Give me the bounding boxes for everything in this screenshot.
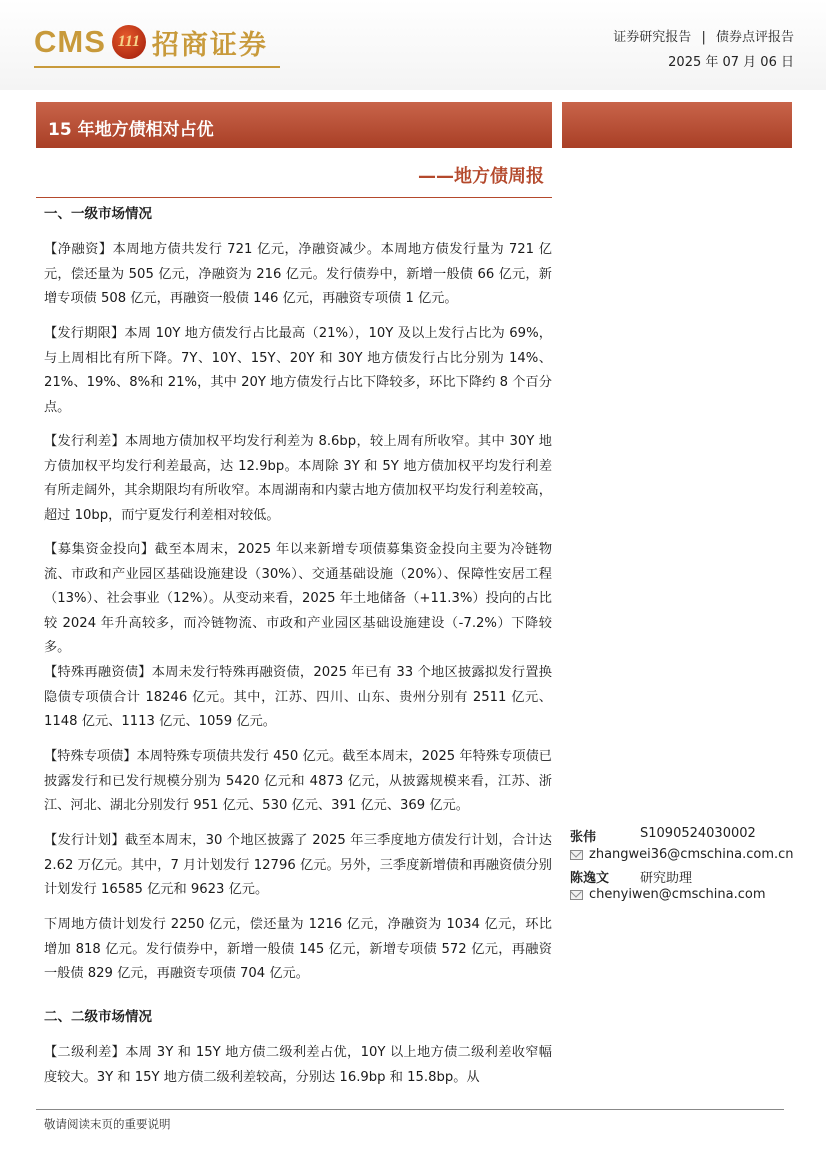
section-heading-primary: 一、一级市场情况: [44, 206, 152, 222]
author-2-email-row: [570, 887, 765, 902]
logo-emblem-icon: 111: [112, 25, 146, 59]
report-type-right: 债券点评报告: [715, 30, 794, 45]
paragraph-fund-use: 【募集资金投向】截至本周末，2025 年以来新增专项债募集资金投向主要为冷链物流、市政和产业园区基础设施建设（30%）、交通基础设施（20%）、保障性安居工程（13%）、社会事业（12%）。从变动来看，2025 年土地储备（+11.3%）投向的占比较 2024 年升高较多，而冷链物流、市政和产业园区基础设施建设（-7.2%）下降较多。: [44, 542, 552, 655]
paragraph-issuance-plan: 【发行计划】截至本周末，30 个地区披露了 2025 年三季度地方债发行计划，合计达 2.62 万亿元。其中，7 月计划发行 12796 亿元。另外，三季度新增债和再融资债分别计划发行 16585 亿元和 9623 亿元。: [44, 833, 552, 897]
report-type-left: 证券研究报告: [613, 30, 692, 45]
author-name: 陈逸文: [570, 871, 610, 886]
page-title: 15 年地方债相对占优: [48, 120, 214, 140]
author-email[interactable]: zhangwei36@cmschina.com.cn: [589, 847, 794, 862]
mail-icon: [570, 850, 583, 860]
author-role: 研究助理: [640, 871, 693, 886]
side-title-bar: [562, 102, 792, 148]
logo-cms-text: CMS: [34, 24, 106, 59]
paragraph-special-refinancing: 【特殊再融资债】本周未发行特殊再融资债，2025 年已有 33 个地区披露拟发行置换隐债专项债合计 18246 亿元。其中，江苏、四川、山东、贵州分别有 2511 亿元、1148 亿元、1113 亿元、1059 亿元。: [44, 665, 552, 729]
mail-icon: [570, 890, 583, 900]
logo-underline: [34, 66, 280, 68]
paragraph-issuance-spread: 【发行利差】本周地方债加权平均发行利差为 8.6bp，较上周有所收窄。其中 30Y 地方债加权平均发行利差最高，达 12.9bp。本周除 3Y 和 5Y 地方债加权平均发行利差有所走阔外，其余期限均有所收窄。本周湖南和内蒙古地方债加权平均发行利差较高，超过 10bp，而宁夏发行利差相对较低。: [44, 434, 552, 523]
title-bar: [36, 102, 552, 148]
subtitle-rule: [36, 197, 552, 198]
cms-logo: [34, 22, 268, 62]
paragraph-special-bonds: 【特殊专项债】本周特殊专项债共发行 450 亿元。截至本周末，2025 年特殊专项债已披露发行和已发行规模分别为 5420 亿元和 4873 亿元，从披露规模来看，江苏、浙江、河北、湖北分别发行 951 亿元、530 亿元、391 亿元、369 亿元。: [44, 749, 552, 813]
logo-company-name: 招商证券: [151, 29, 268, 61]
paragraph-secondary-spread: 【二级利差】本周 3Y 和 15Y 地方债二级利差占优，10Y 以上地方债二级利差收窄幅度较大。3Y 和 15Y 地方债二级利差较高，分别达 16.9bp 和 15.8bp。从: [44, 1045, 552, 1085]
author-id: S1090524030002: [640, 826, 756, 841]
author-name: 张伟: [570, 830, 597, 845]
report-type-separator: |: [701, 30, 706, 45]
author-1: [570, 826, 756, 845]
paragraph-net-financing: 【净融资】本周地方债共发行 721 亿元，净融资减少。本周地方债发行量为 721 亿元，偿还量为 505 亿元，净融资为 216 亿元。发行债券中，新增一般债 66 亿元，新增专项债 508 亿元，再融资一般债 146 亿元，再融资专项债 1 亿元。: [44, 242, 552, 306]
paragraph-next-week: 下周地方债计划发行 2250 亿元，偿还量为 1216 亿元，净融资为 1034 亿元，环比增加 818 亿元。发行债券中，新增一般债 145 亿元，新增专项债 572 亿元，再融资一般债 829 亿元，再融资专项债 704 亿元。: [44, 917, 552, 981]
page-subtitle: ——地方债周报: [418, 166, 544, 187]
paragraph-issuance-term: 【发行期限】本周 10Y 地方债发行占比最高（21%），10Y 及以上发行占比为 69%，与上周相比有所下降。7Y、10Y、15Y、20Y 和 30Y 地方债发行占比分别为 14%、21%、19%、8%和 21%，其中 20Y 地方债发行占比下降较多，环比下降约 8 个百分点。: [44, 326, 552, 415]
report-date: 2025 年 07 月 06 日: [668, 55, 794, 70]
author-email[interactable]: chenyiwen@cmschina.com: [589, 887, 766, 902]
author-1-email-row: [570, 847, 794, 862]
footer-rule: [36, 1109, 784, 1110]
author-2: [570, 867, 693, 886]
report-type: [613, 26, 794, 45]
footer-note: 敬请阅读末页的重要说明: [44, 1117, 171, 1131]
section-heading-secondary: 二、二级市场情况: [44, 1009, 152, 1025]
